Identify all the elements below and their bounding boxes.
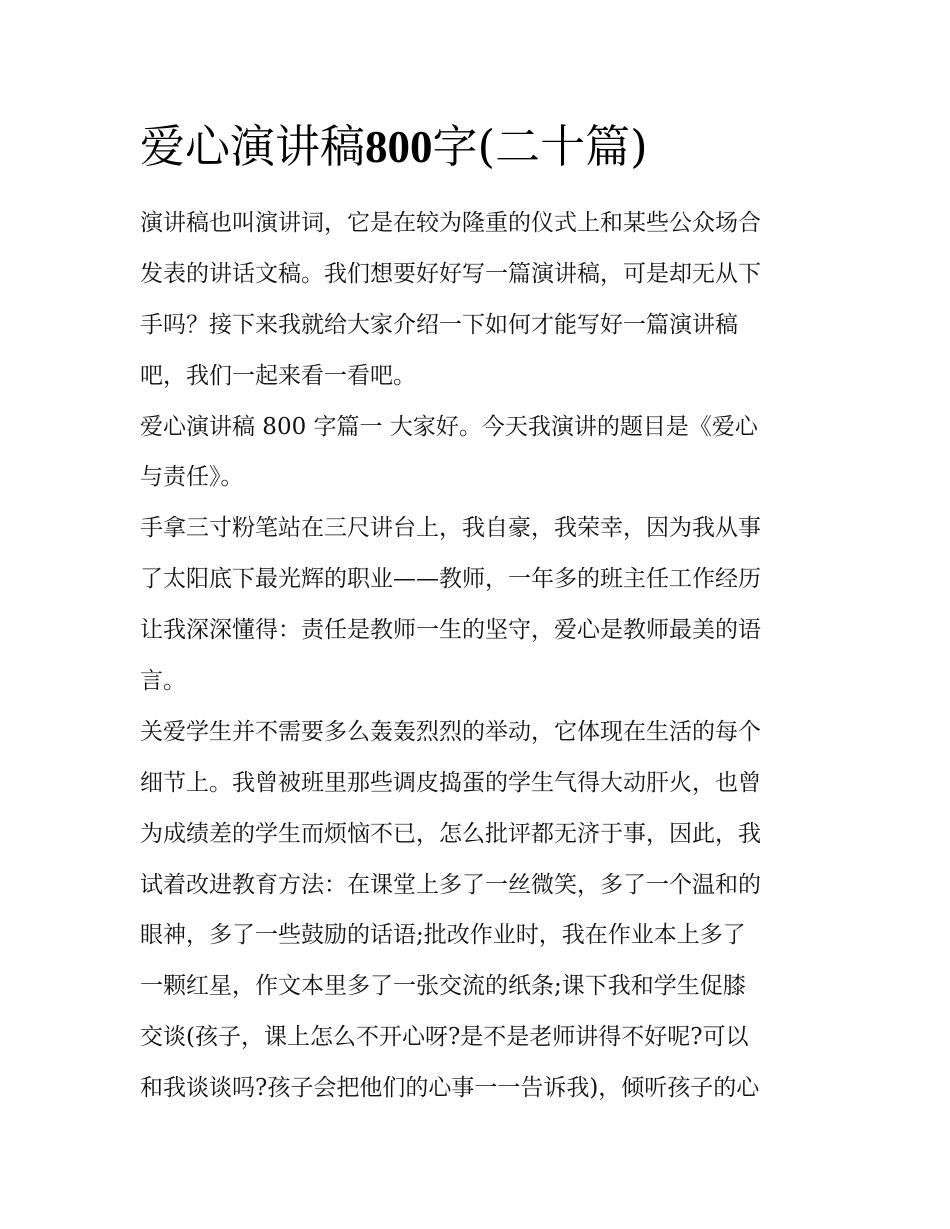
title-text-prefix: 爱心演讲稿 <box>140 120 366 173</box>
text-line: 发表的讲话文稿。我们想要好好写一篇演讲稿，可是却无从下 <box>140 260 761 287</box>
text-line: 和我谈谈吗?孩子会把他们的心事一一告诉我)，倾听孩子的心 <box>140 1075 760 1102</box>
text-line: 爱心演讲稿 800 字篇一 大家好。今天我演讲的题目是《爱心 <box>140 413 758 440</box>
text-line: 细节上。我曾被班里那些调皮捣蛋的学生气得大动肝火，也曾 <box>140 769 761 796</box>
document-body <box>140 198 830 1114</box>
title-number: 800 <box>365 122 433 172</box>
text-line: 让我深深懂得：责任是教师一生的坚守，爱心是教师最美的语 <box>140 617 761 644</box>
title-text-suffix: 字(二十篇) <box>432 120 648 173</box>
text-line: 关爱学生并不需要多么轰轰烈烈的举动，它体现在生活的每个 <box>140 718 761 745</box>
text-line: 手吗？接下来我就给大家介绍一下如何才能写好一篇演讲稿 <box>140 311 738 338</box>
text-line: 为成绩差的学生而烦恼不已，怎么批评都无济于事，因此，我 <box>140 820 761 847</box>
text-line: 交谈(孩子，课上怎么不开心呀?是不是老师讲得不好呢?可以 <box>140 1024 749 1051</box>
text-line: 手拿三寸粉笔站在三尺讲台上，我自豪，我荣幸，因为我从事 <box>140 515 761 542</box>
document-title <box>140 112 648 182</box>
text-line: 与责任》。 <box>140 464 244 491</box>
text-line: 试着改进教育方法：在课堂上多了一丝微笑，多了一个温和的 <box>140 871 761 898</box>
text-line: 一颗红星，作文本里多了一张交流的纸条;课下我和学生促膝 <box>140 973 746 1000</box>
text-line: 吧，我们一起来看一看吧。 <box>140 362 416 389</box>
text-line: 眼神，多了一些鼓励的话语;批改作业时，我在作业本上多了 <box>140 922 746 949</box>
text-line: 了太阳底下最光辉的职业——教师，一年多的班主任工作经历 <box>140 566 761 593</box>
text-line: 言。 <box>140 668 186 695</box>
text-line: 演讲稿也叫演讲词，它是在较为隆重的仪式上和某些公众场合 <box>140 210 761 236</box>
